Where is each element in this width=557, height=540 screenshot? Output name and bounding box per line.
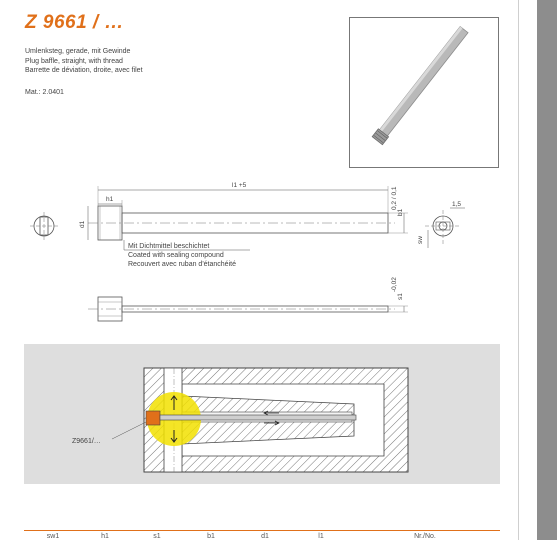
table-header-b1: b1 xyxy=(207,533,215,540)
dim-b1-tolerance: 0,2 / 0,1 xyxy=(391,186,398,210)
application-panel xyxy=(24,344,500,484)
dim-b1-label: b1 xyxy=(397,208,404,216)
dim-s1-tolerance: -0,02 xyxy=(391,277,398,292)
end-view-left xyxy=(30,212,58,240)
side-view-lower xyxy=(88,297,408,321)
callout-label: Z9661/… xyxy=(72,438,101,445)
side-view-upper xyxy=(88,186,408,240)
description-de: Umlenksteg, gerade, mit Gewinde xyxy=(25,48,131,55)
table-header-s1: s1 xyxy=(153,533,161,540)
page-edge-tab xyxy=(537,0,557,540)
dim-h1-label: h1 xyxy=(106,196,114,203)
sealing-note-fr: Recouvert avec ruban d'étanchéité xyxy=(128,261,236,268)
table-header-nr: Nr./No. xyxy=(414,533,436,540)
sealing-note-en: Coated with sealing compound xyxy=(128,252,224,259)
table-header-h1: h1 xyxy=(101,533,109,540)
product-title: Z 9661 / … xyxy=(25,12,124,33)
table-top-rule xyxy=(24,530,500,531)
end-view-right xyxy=(425,208,465,248)
dim-sw-label: sw xyxy=(417,236,424,244)
dim-gap-label: 1,5 xyxy=(452,201,462,208)
dim-l1-label: l1 +5 xyxy=(232,182,247,189)
dim-s1-label: s1 xyxy=(397,293,404,300)
dim-d1-label: d1 xyxy=(79,220,86,228)
table-header-sw1: sw1 xyxy=(46,533,60,540)
table-header-d1: d1 xyxy=(261,533,269,540)
description-fr: Barrette de déviation, droite, avec filet xyxy=(25,67,143,74)
table-header-l1: l1 xyxy=(318,533,324,540)
sealing-note xyxy=(128,242,236,269)
sealing-note-de: Mit Dichtmittel beschichtet xyxy=(128,243,210,250)
material-label: Mat.: 2.0401 xyxy=(25,89,64,96)
description-en: Plug baffle, straight, with thread xyxy=(25,57,123,65)
